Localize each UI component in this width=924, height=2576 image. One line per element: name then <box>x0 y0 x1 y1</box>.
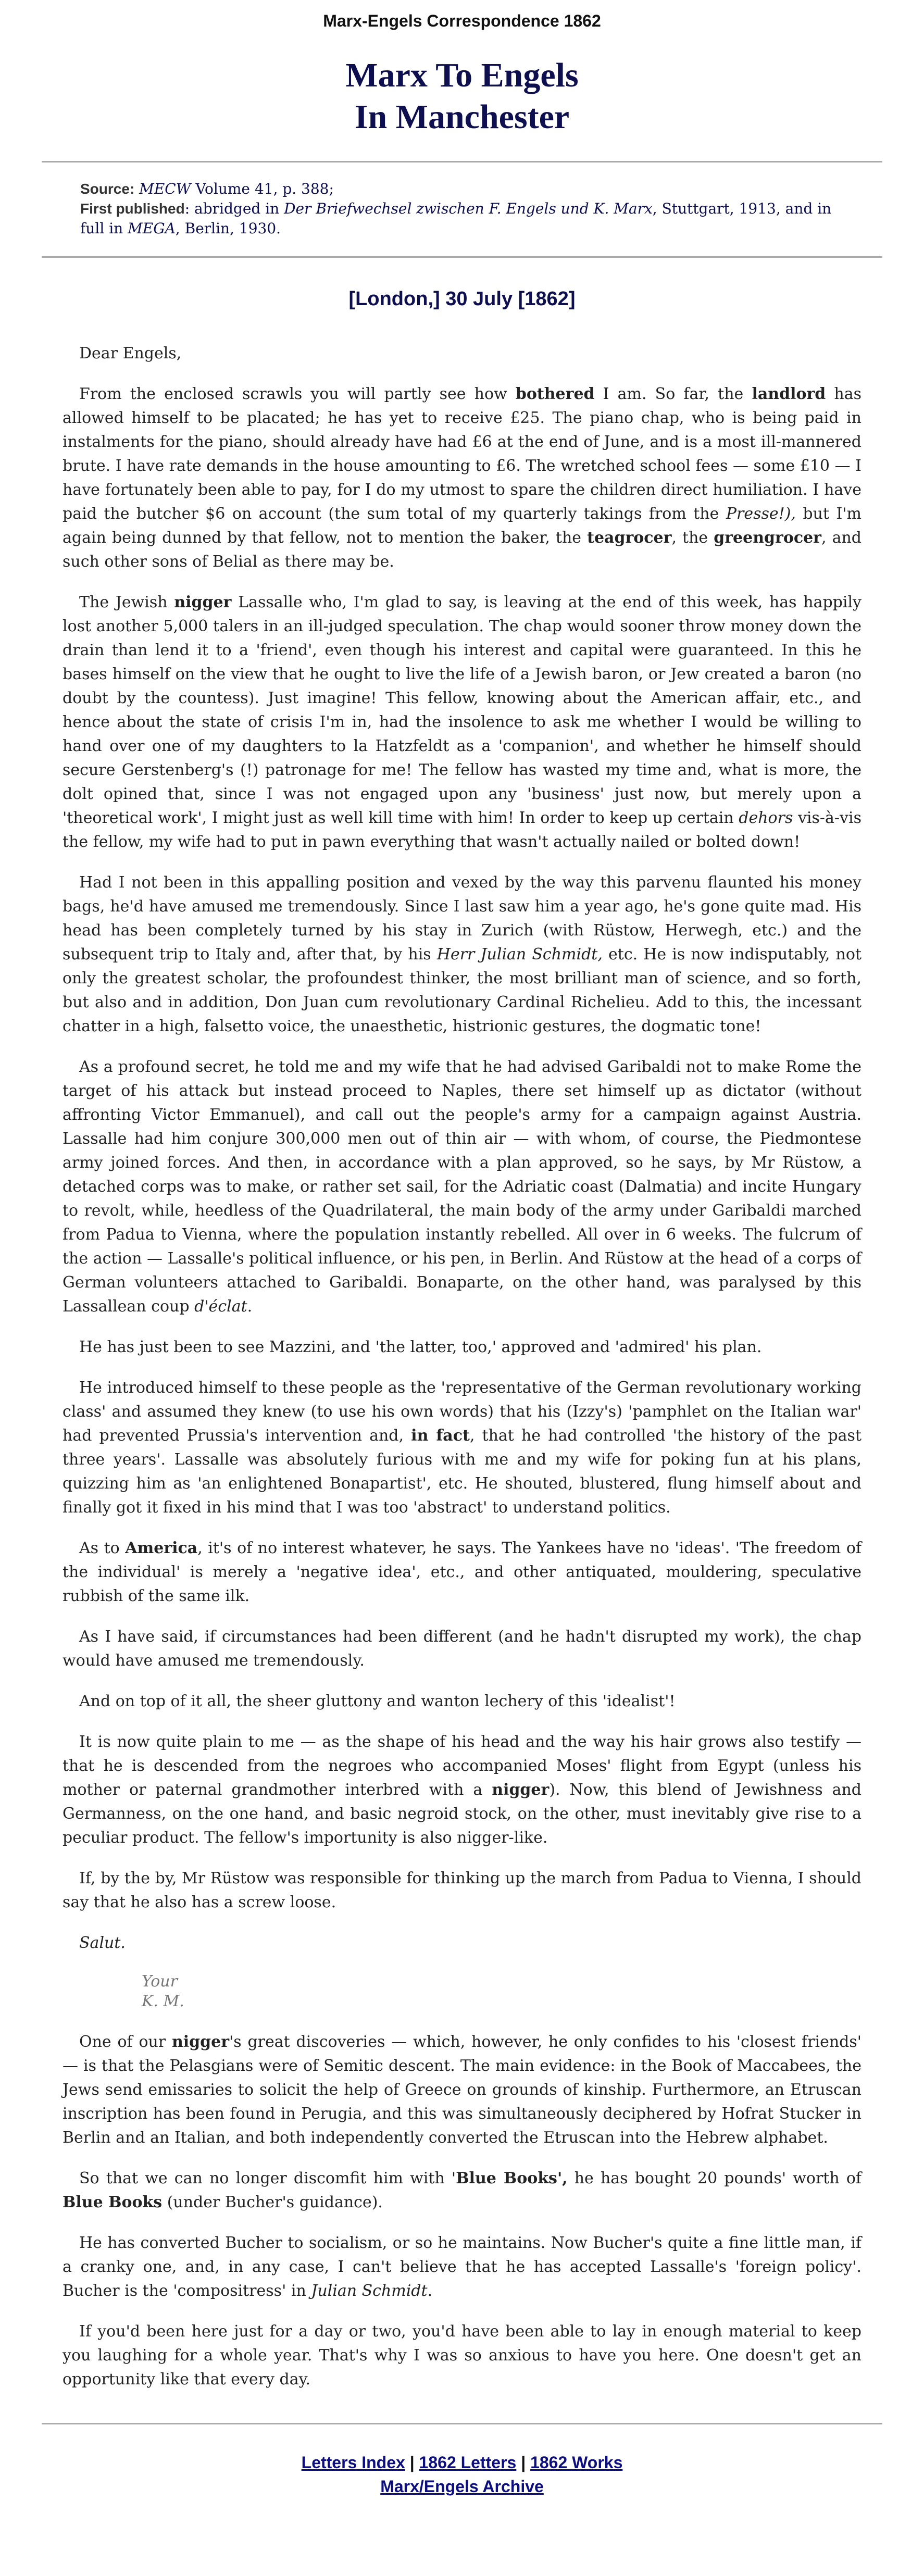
closing-salut: Salut. <box>79 1934 126 1952</box>
paragraph-14: He has converted Bucher to socialism, or so he maintains. Now Bucher's quite a fine little man, if a cranky one, and, in any case, I can't believe that he has accepted Lassalle's 'foreign policy'. Bucher is the 'compositress' in Julian Schmidt. <box>63 2234 861 2300</box>
title-line-1: Marx To Engels <box>345 56 579 94</box>
paragraph-10: It is now quite plain to me — as the shape of his head and the way his hair grows also testify — that he is descended from the negroes who accompanied Moses' flight from Egypt (unless his mother or paternal grandmother interbred with a nigger). Now, this blend of Jewishness and Germanness, on the one hand, and basic negroid stock, on the other, must inevitably give rise to a peculiar product. The fellow's importunity is also nigger-like. <box>63 1733 861 1847</box>
paragraph-15: If you'd been here just for a day or two, you'd have been able to lay in enough material to keep you laughing for a whole year. That's why I was so anxious to have you here. One doesn't get an opportunity like that every day. <box>63 2322 861 2389</box>
source-info <box>42 162 882 256</box>
salutation: Dear Engels, <box>79 344 182 362</box>
paragraph-12: One of our nigger's great discoveries — which, however, he only confides to his 'closest friends' — is that the Pelasgians were of Semitic descent. The main evidence: in the Book of Maccabees, the Jews send emissaries to solicit the help of Greece on grounds of kinship. Furthermore, an Etruscan inscription has been found in Perugia, and this was simultaneously deciphered by Hofrat Stucker in Berlin and an Italian, and both independently converted the Etruscan into the Hebrew alphabet. <box>63 2033 861 2147</box>
letters-1862-link[interactable]: 1862 Letters <box>419 2453 517 2472</box>
separator: | <box>516 2453 531 2472</box>
paragraph-2: The Jewish nigger Lassalle who, I'm glad to say, is leaving at the end of this week, has happily lost another 5,000 talers in an ill-judged speculation. The chap would sooner throw money down the drain than lend it to a 'friend', even though his interest and capital were guaranteed. In this he bases himself on the view that he ought to live the life of a Jewish baron, or Jew created a baron (no doubt by the countess). Just imagine! This fellow, knowing about the American affair, etc., and hence about the state of crisis I'm in, had the insolence to ask me whether I would be willing to hand over one of my daughters to la Hatzfeldt as a 'companion', and whether he himself should secure Gerstenberg's (!) patronage for me! The fellow has wasted my time and, what is more, the dolt opined that, since I was not engaged upon any 'business' just now, but merely upon a 'theoretical work', I might just as well kill time with him! In order to keep up certain dehors vis-à-vis the fellow, my wife had to put in pawn everything that wasn't actually nailed or bolted down! <box>63 593 861 851</box>
signature <box>142 1972 861 2011</box>
archive-link[interactable]: Marx/Engels Archive <box>380 2477 544 2496</box>
letters-index-link[interactable]: Letters Index <box>301 2453 405 2472</box>
letter-body <box>0 342 924 2392</box>
source-divider <box>42 256 882 258</box>
signature-line-2: K. M. <box>142 1992 184 2010</box>
paragraph-1: From the enclosed scrawls you will partly see how bothered I am. So far, the landlord has allowed himself to be placated; he has yet to receive £25. The piano chap, who is being paid in instalments for the piano, should already have had £6 at the end of June, and is a most ill-mannered brute. I have rate demands in the house amounting to £6. The wretched school fees — some £10 — I have fortunately been able to pay, for I do my utmost to spare the children direct humiliation. I have paid the butcher $6 on account (the sum total of my quarterly takings from the Presse!), but I'm again being dunned by that fellow, not to mention the baker, the teagrocer, the greengrocer, and such other sons of Belial as there may be. <box>63 385 862 571</box>
footer-links-row <box>0 2450 924 2474</box>
source-label: Source <box>80 181 130 197</box>
paragraph-13: So that we can no longer discomfit him with 'Blue Books', he has bought 20 pounds' worth of Blue Books (under Bucher's guidance). <box>63 2169 861 2211</box>
published-line: First published: abridged in Der Briefwechsel zwischen F. Engels und K. Marx, Stuttgart, 1913, and in full in MEGA, Berlin, 1930. <box>80 200 832 237</box>
bottom-divider <box>42 2423 882 2424</box>
series-title: Marx-Engels Correspondence 1862 <box>323 11 601 30</box>
source-line: Source: MECW Volume 41, p. 388; <box>80 180 334 197</box>
paragraph-9: And on top of it all, the sheer gluttony and wanton lechery of this 'idealist'! <box>79 1692 676 1710</box>
source-work: MECW <box>139 180 191 197</box>
works-1862-link[interactable]: 1862 Works <box>530 2453 623 2472</box>
signature-line-1: Your <box>142 1972 178 1991</box>
footer-nav <box>0 2450 924 2498</box>
paragraph-11: If, by the by, Mr Rüstow was responsible for thinking up the march from Padua to Vienna, I should say that he also has a screw loose. <box>63 1869 861 1911</box>
paragraph-8: As I have said, if circumstances had been different (and he hadn't disrupted my work), the chap would have amused me tremendously. <box>63 1628 861 1670</box>
paragraph-3: Had I not been in this appalling position and vexed by the way this parvenu flaunted his money bags, he'd have amused me tremendously. Since I last saw him a year ago, he's gone quite mad. His head has been completely turned by his stay in Zurich (with Rüstow, Herwegh, etc.) and the subsequent trip to Italy and, after that, by his Herr Julian Schmidt, etc. He is now indisputably, not only the greatest scholar, the profoundest thinker, the most brilliant man of science, and so forth, but also and in addition, Don Juan cum revolutionary Cardinal Richelieu. Add to this, the incessant chatter in a high, falsetto voice, the unaesthetic, histrionic gestures, the dogmatic tone! <box>63 873 861 1035</box>
source-rest: Volume 41, p. 388; <box>191 180 334 197</box>
paragraph-6: He introduced himself to these people as the 'representative of the German revolutionary working class' and assumed they knew (to use his own words) that his (Izzy's) 'pamphlet on the Italian war' had prevented Prussia's intervention and, in fact, that he had controlled 'the history of the past three years'. Lassalle was absolutely furious with me and my wife for poking fun at his plans, quizzing him as 'an enlightened Bonapartist', etc. He shouted, blustered, flung himself about and finally got it fixed in his mind that I was too 'abstract' to understand politics. <box>63 1379 861 1517</box>
paragraph-7: As to America, it's of no interest whatever, he says. The Yankees have no 'ideas'. 'The freedom of the individual' is merely a 'negative idea', etc., and other antiquated, mouldering, speculative rubbish of the same ilk. <box>63 1539 862 1605</box>
separator: | <box>405 2453 419 2472</box>
published-label: First published <box>80 201 185 217</box>
paragraph-5: He has just been to see Mazzini, and 'the latter, too,' approved and 'admired' his plan. <box>79 1338 762 1356</box>
title-line-2: In Manchester <box>354 98 570 136</box>
paragraph-4: As a profound secret, he told me and my wife that he had advised Garibaldi not to make Rome the target of his attack but instead proceed to Naples, there set himself up as dictator (without affronting Victor Emmanuel), and call out the people's army for a campaign against Austria. Lassalle had him conjure 300,000 men out of thin air — with whom, of course, the Piedmontese army joined forces. And then, in accordance with a plan approved, so he says, by Mr Rüstow, a detached corps was to make, or rather set sail, for the Adriatic coast (Dalmatia) and incite Hungary to revolt, while, heedless of the Quadrilateral, the main body of the army under Garibaldi marched from Padua to Vienna, where the population instantly rebelled. All over in 6 weeks. The fulcrum of the action — Lassalle's political influence, or his pen, in Berlin. And Rüstow at the head of a corps of German volunteers attached to Garibaldi. Bonaparte, on the other hand, was paralysed by this Lassallean coup d'éclat. <box>63 1058 861 1316</box>
letter-date: [London,] 30 July [1862] <box>348 288 576 310</box>
page-title <box>0 55 924 138</box>
